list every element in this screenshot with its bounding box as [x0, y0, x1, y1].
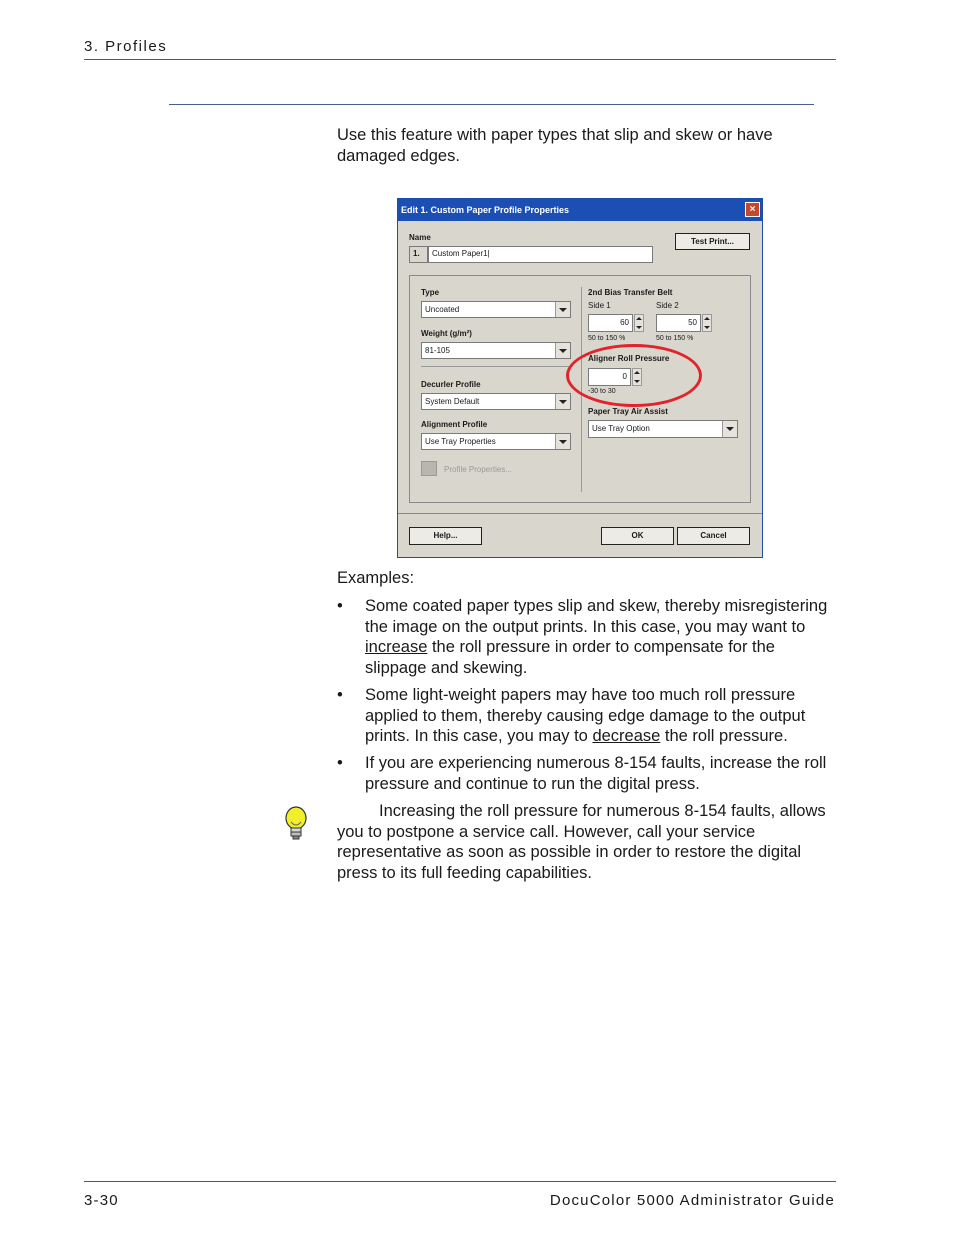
decurler-dropdown[interactable] — [421, 393, 571, 410]
dialog-title-bar — [398, 199, 762, 221]
section-rule — [169, 104, 814, 105]
chevron-down-icon[interactable] — [555, 394, 570, 409]
examples-heading: Examples: — [337, 569, 415, 587]
type-value: Uncoated — [425, 305, 460, 314]
alignment-dropdown[interactable] — [421, 433, 571, 450]
bullet-text-part: Some coated paper types slip and skew, thereby misregistering the image on the output prints. In this case, you may want to — [365, 597, 828, 636]
underlined-word: decrease — [592, 727, 661, 745]
bullet-text-part: the roll pressure in order to compensate for the slippage and skewing. — [365, 638, 775, 677]
running-header: 3. Profiles — [84, 38, 168, 55]
highlight-circle — [566, 344, 702, 407]
side1-label: Side 1 — [588, 301, 611, 310]
intro-paragraph: Use this feature with paper types that slip and skew or have damaged edges. — [337, 126, 773, 165]
type-label: Type — [421, 288, 440, 297]
bullet-text-part: If you are experiencing numerous 8-154 faults, increase the roll pressure and continue to run the digital press. — [365, 754, 827, 793]
bullet-text — [365, 753, 835, 794]
bullet-text-part: Some light-weight papers may have too much roll pressure applied to them, thereby causing edge damage to the output prints. In this case, you may to — [365, 686, 806, 745]
underlined-word: increase — [365, 638, 428, 656]
bottom-divider — [398, 513, 762, 514]
bullet-1 — [337, 596, 837, 680]
chevron-down-icon[interactable] — [722, 421, 737, 437]
left-divider — [421, 366, 571, 367]
chevron-down-icon[interactable] — [555, 302, 570, 317]
footer-rule — [84, 1181, 836, 1182]
type-dropdown[interactable] — [421, 301, 571, 318]
lightbulb-icon — [283, 806, 309, 842]
name-index: 1. — [409, 246, 428, 263]
side1-spinner[interactable] — [634, 314, 644, 332]
cancel-button[interactable]: Cancel — [677, 527, 750, 545]
side2-spinner[interactable] — [702, 314, 712, 332]
alignment-value: Use Tray Properties — [425, 437, 496, 446]
alignment-label: Alignment Profile — [421, 420, 488, 429]
aligner-input[interactable]: 0 — [588, 368, 631, 386]
bullet-text — [365, 685, 835, 747]
bullet-text — [365, 596, 835, 678]
air-assist-dropdown[interactable] — [588, 420, 738, 438]
help-button[interactable]: Help... — [409, 527, 482, 545]
page-number: 3-30 — [84, 1192, 119, 1209]
bullet-dot: • — [337, 686, 343, 704]
profile-properties-icon — [421, 461, 437, 476]
side1-range: 50 to 150 % — [588, 335, 626, 342]
ok-button[interactable]: OK — [601, 527, 674, 545]
aligner-label: Aligner Roll Pressure — [588, 354, 670, 363]
btb-label: 2nd Bias Transfer Belt — [588, 288, 673, 297]
header-rule — [84, 59, 836, 60]
bullet-3 — [337, 753, 837, 797]
side2-label: Side 2 — [656, 301, 679, 310]
weight-value: 81-105 — [425, 346, 450, 355]
chevron-down-icon[interactable] — [555, 434, 570, 449]
decurler-label: Decurler Profile — [421, 380, 481, 389]
name-input[interactable]: Custom Paper1| — [428, 246, 653, 263]
close-icon[interactable]: × — [745, 202, 760, 217]
guide-title: DocuColor 5000 Administrator Guide — [549, 1192, 835, 1209]
air-assist-label: Paper Tray Air Assist — [588, 407, 668, 416]
test-print-button[interactable]: Test Print... — [675, 233, 750, 250]
profile-properties-button[interactable]: Profile Properties... — [444, 465, 513, 474]
dialog-title: Edit 1. Custom Paper Profile Properties — [401, 205, 570, 215]
bullet-text-part: the roll pressure. — [660, 727, 788, 745]
aligner-range: -30 to 30 — [588, 388, 616, 395]
chevron-down-icon[interactable] — [555, 343, 570, 358]
bullet-dot: • — [337, 754, 343, 772]
bullet-2 — [337, 685, 837, 749]
side2-range: 50 to 150 % — [656, 335, 694, 342]
air-assist-value: Use Tray Option — [592, 424, 650, 433]
weight-dropdown[interactable] — [421, 342, 571, 359]
side2-input[interactable]: 50 — [656, 314, 701, 332]
custom-paper-profile-dialog — [397, 198, 763, 558]
bullet-dot: • — [337, 597, 343, 615]
decurler-value: System Default — [425, 397, 480, 406]
weight-label: Weight (g/m²) — [421, 329, 472, 338]
side1-input[interactable]: 60 — [588, 314, 633, 332]
name-label: Name — [409, 233, 431, 242]
tip-paragraph: Increasing the roll pressure for numerous 8-154 faults, allows you to postpone a service call. However, call your service representative as soon as possible in order to restore the digital press to its full feeding capabilities. — [337, 802, 826, 882]
